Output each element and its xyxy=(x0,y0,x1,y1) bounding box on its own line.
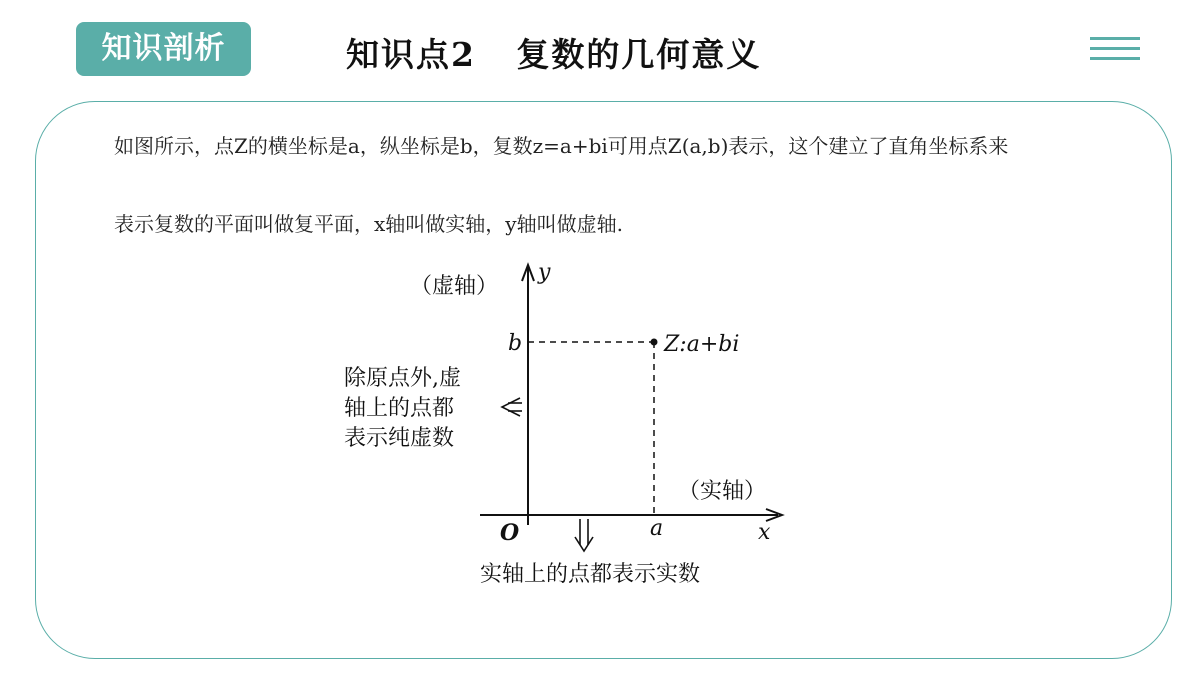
page-title: 知识点2 复数的几何意义 xyxy=(346,35,762,74)
section-badge: 知识剖析 xyxy=(76,22,251,76)
imag-note-line-2: 轴上的点都 xyxy=(344,396,455,421)
point-label: Z:a+bi xyxy=(664,332,740,357)
a-label: a xyxy=(650,516,664,541)
point-z xyxy=(651,339,658,346)
x-label: x xyxy=(758,520,771,545)
paragraph-1: 如图所示，点Z的横坐标是a，纵坐标是b，复数z=a+bi可用点Z(a,b)表示，这个建立了直角坐标系来 xyxy=(114,134,1009,158)
imag-note-line-1: 除原点外,虚 xyxy=(344,366,461,391)
complex-plane-diagram xyxy=(330,255,800,595)
down-double-arrow-icon xyxy=(575,537,593,551)
real-note: 实轴上的点都表示实数 xyxy=(480,562,701,587)
origin-label: O xyxy=(500,520,520,546)
paragraph-2: 表示复数的平面叫做复平面，x轴叫做实轴，y轴叫做虚轴. xyxy=(114,212,623,236)
left-double-arrow-icon xyxy=(502,398,520,416)
menu-icon[interactable] xyxy=(1090,37,1140,61)
b-label: b xyxy=(508,331,523,356)
imag-note-line-3: 表示纯虚数 xyxy=(344,426,455,451)
y-axis-note: （虚轴） xyxy=(410,274,499,299)
y-label: y xyxy=(538,260,551,285)
x-axis-note: （实轴） xyxy=(678,479,767,504)
